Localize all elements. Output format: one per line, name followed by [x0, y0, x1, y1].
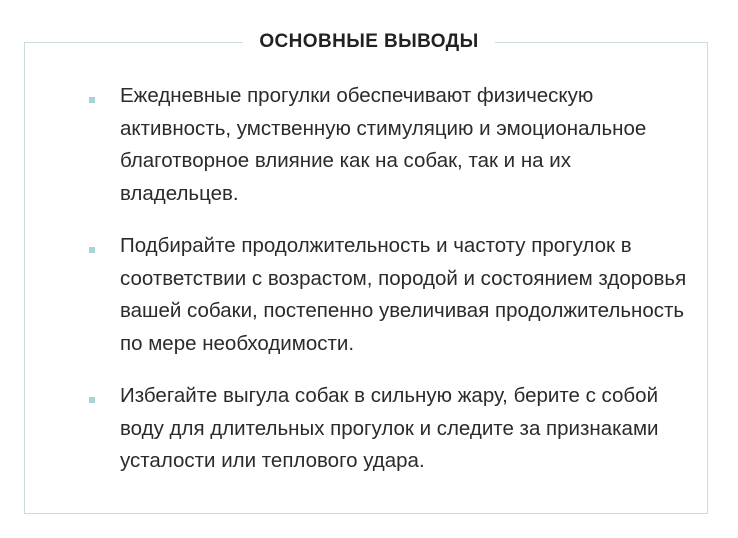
box-title: ОСНОВНЫЕ ВЫВОДЫ	[243, 30, 494, 54]
list-item-text: Ежедневные прогулки обеспечивают физическую активность, умственную стимуляцию и эмоциональное благотворное влияние как на собак, так и на их владельцев.	[120, 84, 647, 205]
list-item-text: Избегайте выгула собак в сильную жару, берите с собой воду для длительных прогулок и следите за признаками усталости или теплового удара.	[120, 384, 659, 472]
square-bullet-icon	[89, 397, 95, 403]
square-bullet-icon	[89, 97, 95, 103]
list-item	[88, 80, 688, 210]
list-item-text: Подбирайте продолжительность и частоту прогулок в соответствии с возрастом, породой и состоянием здоровья вашей собаки, постепенно увеличивая продолжительность по мере необходимости.	[120, 234, 687, 355]
box-title-wrapper	[0, 30, 738, 55]
list-item	[88, 230, 688, 360]
takeaways-list	[88, 80, 688, 498]
list-item	[88, 380, 688, 478]
square-bullet-icon	[89, 247, 95, 253]
